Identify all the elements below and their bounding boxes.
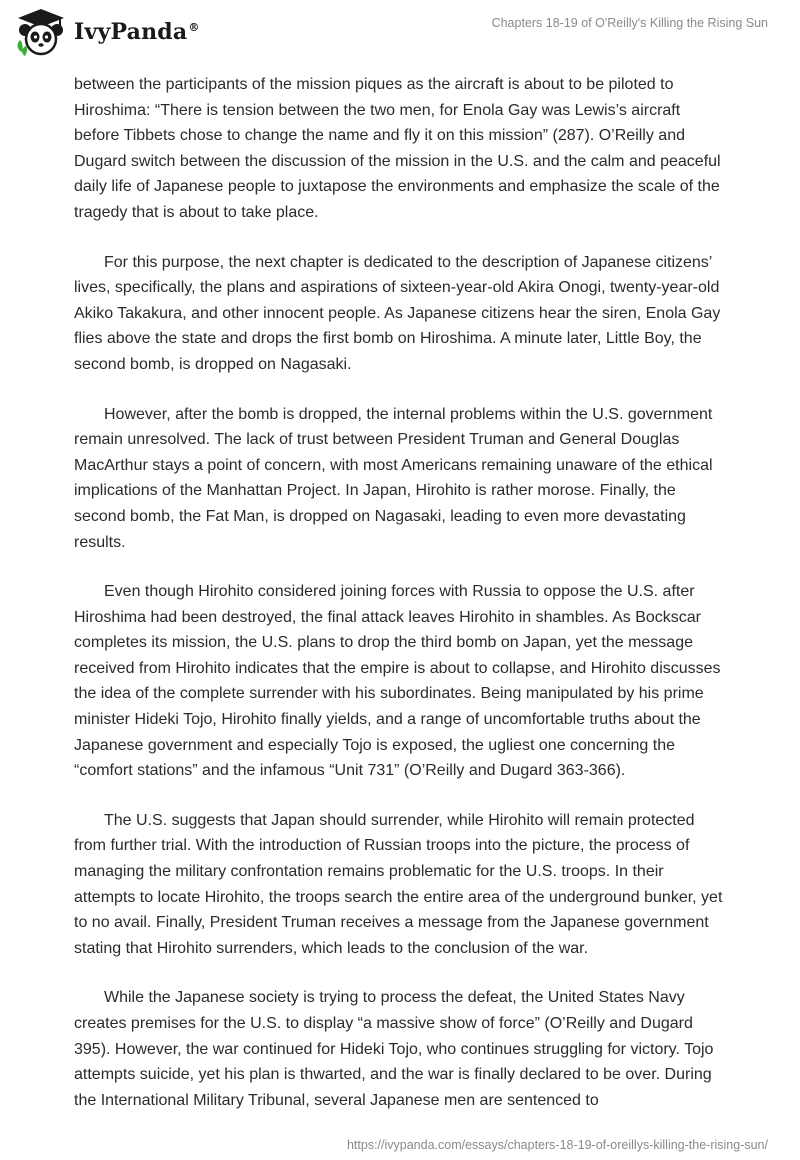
ivypanda-logo[interactable] bbox=[14, 6, 200, 58]
panda-graduate-icon bbox=[14, 6, 68, 58]
paragraph: Even though Hirohito considered joining forces with Russia to oppose the U.S. after Hiroshima had been destroyed, the final attack leaves Hirohito in shambles. As Bockscar completes its mission, the U.S. plans to drop the third bomb on Japan, yet the message received from Hirohito indicates that the empire is about to collapse, and Hirohito discusses the idea of the complete surrender with his subordinates. Being manipulated by his prime minister Hideki Tojo, Hirohito finally yields, and a range of uncomfortable truths about the Japanese government and especially Tojo is exposed, the ugliest one concerning the “comfort stations” and the infamous “Unit 731” (O’Reilly and Dugard 363-366). bbox=[74, 583, 721, 780]
source-url[interactable]: https://ivypanda.com/essays/chapters-18-19-of-oreillys-killing-the-rising-sun/ bbox=[346, 1138, 768, 1152]
paragraph: The U.S. suggests that Japan should surrender, while Hirohito will remain protected from further trial. With the introduction of Russian troops into the picture, the process of managing the military confrontation remains problematic for the U.S. troops. In their attempts to locate Hirohito, the troops search the entire area of the underground bunker, yet to no avail. Finally, President Truman receives a message from the Japanese government stating that Hirohito surrenders, which leads to the conclusion of the war. bbox=[74, 811, 723, 957]
document-title: Chapters 18-19 of O'Reilly's Killing the Rising Sun bbox=[491, 16, 768, 30]
essay-body bbox=[74, 72, 726, 1137]
brand-name: IvyPanda® bbox=[74, 19, 200, 45]
page-header bbox=[0, 0, 800, 70]
paragraph: While the Japanese society is trying to process the defeat, the United States Navy creates premises for the U.S. to display “a massive show of force” (O’Reilly and Dugard 395). However, the war continued for Hideki Tojo, who continues struggling for victory. Tojo attempts suicide, yet his plan is thwarted, and the war is finally declared to be over. During the International Military Tribunal, several Japanese men are sentenced to bbox=[74, 989, 714, 1109]
paragraph: For this purpose, the next chapter is dedicated to the description of Japanese citizens’ lives, specifically, the plans and aspirations of sixteen-year-old Akira Onogi, twenty-year-old Akiko Takakura, and other innocent people. As Japanese citizens hear the siren, Enola Gay flies above the state and drops the first bomb on Hiroshima. A minute later, Little Boy, the second bomb, is dropped on Nagasaki. bbox=[74, 253, 721, 373]
paragraph: However, after the bomb is dropped, the internal problems within the U.S. government remain unresolved. The lack of trust between President Truman and General Douglas MacArthur stays a point of concern, with most Americans remaining unaware of the ethical implications of the Manhattan Project. In Japan, Hirohito is rather morose. Finally, the second bomb, the Fat Man, is dropped on Nagasaki, leading to even more devastating results. bbox=[74, 405, 713, 551]
paragraph: between the participants of the mission piques as the aircraft is about to be piloted to Hiroshima: “There is tension between the two men, for Enola Gay was Lewis’s aircraft before Tibbets chose to change the name and fly it on this mission” (287). O’Reilly and Dugard switch between the discussion of the mission in the U.S. and the calm and peaceful daily life of Japanese people to juxtapose the environments and emphasize the scale of the tragedy that is about to take place. bbox=[74, 76, 721, 221]
